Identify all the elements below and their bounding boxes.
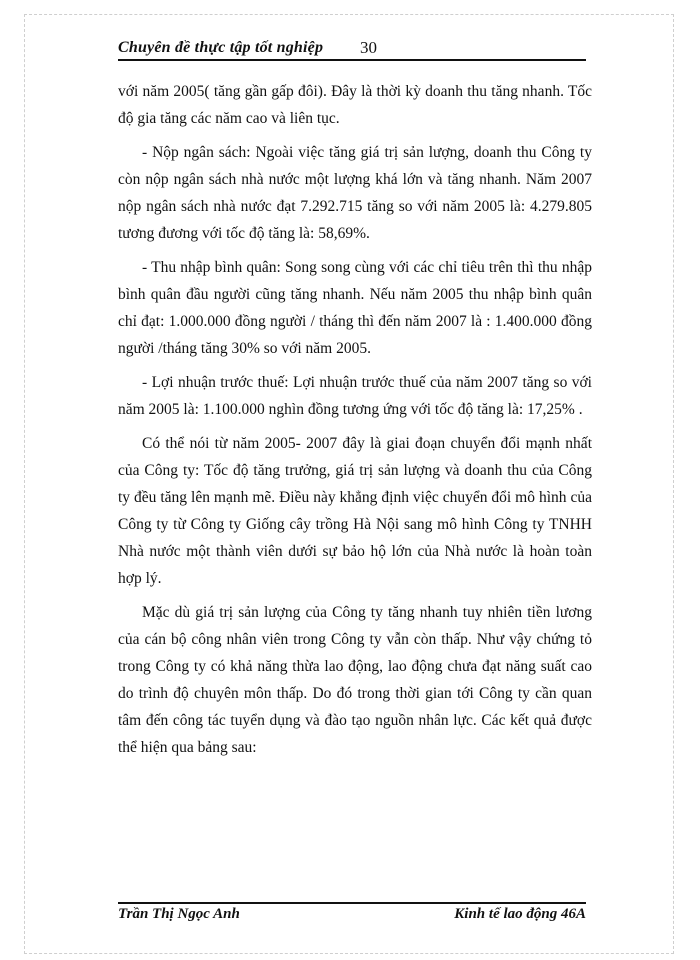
paragraph-continuation: với năm 2005( tăng gần gấp đôi). Đây là thời kỳ doanh thu tăng nhanh. Tốc độ gia tăng các năm cao và liên tục. xyxy=(118,83,592,127)
paragraph-transition: Có thể nói từ năm 2005- 2007 đây là giai đoạn chuyển đổi mạnh nhất của Công ty: Tốc độ tăng trưởng, giá trị sản lượng và doanh thu của Công ty đều tăng lên mạnh mẽ. Điều này khẳng định việc chuyển đổi mô hình của Công ty từ Công ty Giống cây trồng Hà Nội sang mô hình Công ty TNHH Nhà nước một thành viên dưới sự bảo hộ lớn của Nhà nước là hoàn toàn hợp lý. xyxy=(118,435,592,587)
header-rule xyxy=(118,59,586,61)
page-header xyxy=(118,38,586,64)
page-number: 30 xyxy=(360,38,377,57)
paragraph-labor: Mặc dù giá trị sản lượng của Công ty tăng nhanh tuy nhiên tiền lương của cán bộ công nhân viên trong Công ty vẫn còn thấp. Như vậy chứng tỏ trong Công ty có khả năng thừa lao động, lao động chưa đạt năng suất cao do trình độ chuyên môn thấp. Do đó trong thời gian tới Công ty cần quan tâm đến công tác tuyển dụng và đào tạo nguồn nhân lực. Các kết quả được thể hiện qua bảng sau: xyxy=(118,604,592,756)
page-footer xyxy=(118,902,586,928)
footer-class: Kinh tế lao động 46A xyxy=(454,906,586,922)
header-title: Chuyên đề thực tập tốt nghiệp xyxy=(118,39,324,56)
paragraph-income: - Thu nhập bình quân: Song song cùng với các chỉ tiêu trên thì thu nhập bình quân đầu người cũng tăng nhanh. Nếu năm 2005 thu nhập bình quân chỉ đạt: 1.000.000 đồng người / tháng thì đến năm 2007 là : 1.400.000 đồng người /tháng tăng 30% so với năm 2005. xyxy=(118,259,592,357)
document-body xyxy=(118,78,592,768)
footer-rule xyxy=(118,902,586,904)
paragraph-budget: - Nộp ngân sách: Ngoài việc tăng giá trị sản lượng, doanh thu Công ty còn nộp ngân sách nhà nước một lượng khá lớn và tăng nhanh. Năm 2007 nộp ngân sách nhà nước đạt 7.292.715 tăng so với năm 2005 là: 4.279.805 tương đương với tốc độ tăng là: 58,69%. xyxy=(118,144,592,242)
footer-author: Trần Thị Ngọc Anh xyxy=(118,906,240,922)
paragraph-profit: - Lợi nhuận trước thuế: Lợi nhuận trước thuế của năm 2007 tăng so với năm 2005 là: 1.100.000 nghìn đồng tương ứng với tốc độ tăng là: 17,25% . xyxy=(118,374,592,418)
